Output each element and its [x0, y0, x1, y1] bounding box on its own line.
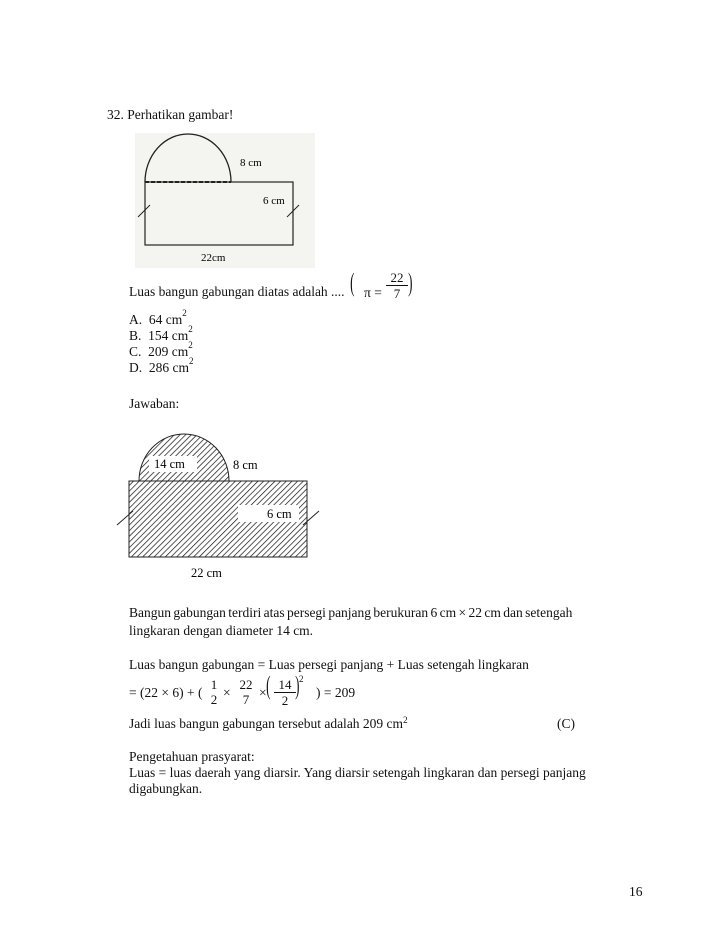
fig2-label-bottom: 22 cm [191, 566, 222, 580]
paren-close: ) [408, 268, 413, 297]
prereq-title: Pengetahuan prasyarat: [129, 749, 255, 764]
calc-end: ) = 209 [316, 685, 356, 700]
pi-label: π = [364, 285, 382, 300]
times-sign-2: × [259, 685, 267, 700]
pi-fraction: $\frac{22}{7}$ [386, 270, 408, 301]
prereq-line2: digabungkan. [129, 781, 203, 796]
fig2-label-diameter: 14 cm [154, 457, 185, 471]
fraction-pi: 22 7 [239, 677, 253, 707]
explain-line2: lingkaran dengan diameter 14 cm. [129, 623, 314, 638]
fraction-half: 1 2 [210, 677, 218, 707]
conclusion: Jadi luas bangun gabungan tersebut adalah 209 $cm^2$ [129, 715, 408, 731]
fig1-label-bottom: 22cm [201, 252, 226, 264]
calc-start: = (22 × 6) + ( [129, 685, 203, 700]
exponent-two: 2 [299, 674, 304, 684]
page-number: 16 [629, 884, 643, 899]
fig1-label-top: 8 cm [240, 157, 262, 169]
times-sign-1: × [223, 685, 231, 700]
option-d: D. 286 $cm^2$ [129, 356, 194, 375]
fraction-radius: $\frac{14}{2}$ [274, 677, 296, 708]
hatched-composite-figure [110, 425, 325, 587]
answer-choice: (C) [557, 716, 575, 731]
option-b: B. 154 $cm^2$ [129, 324, 193, 343]
radius-paren-close: ) [295, 671, 300, 700]
composite-shape-figure [135, 133, 315, 268]
question-title: 32. Perhatikan gambar! [107, 107, 234, 122]
explain-line1: Bangun gabungan terdiri atas persegi panjang berukuran 6 cm × 22 cm dan setengah [129, 605, 573, 620]
area-formula: Luas bangun gabungan = Luas persegi panjang + Luas setengah lingkaran [129, 657, 529, 672]
fig2-label-side: 6 cm [267, 507, 292, 521]
option-c: C. 209 $cm^2$ [129, 340, 193, 359]
paren-open: ( [350, 268, 355, 297]
option-a: A. 64 $cm^2$ [129, 308, 187, 327]
fig1-label-side: 6 cm [263, 195, 285, 207]
question-prompt: Luas bangun gabungan diatas adalah .... [129, 284, 345, 299]
radius-paren-open: ( [266, 671, 271, 700]
prereq-line1: Luas = luas daerah yang diarsir. Yang diarsir setengah lingkaran dan persegi panjang [129, 765, 586, 780]
fig2-label-top: 8 cm [233, 458, 258, 472]
answer-heading: Jawaban: [129, 396, 180, 411]
